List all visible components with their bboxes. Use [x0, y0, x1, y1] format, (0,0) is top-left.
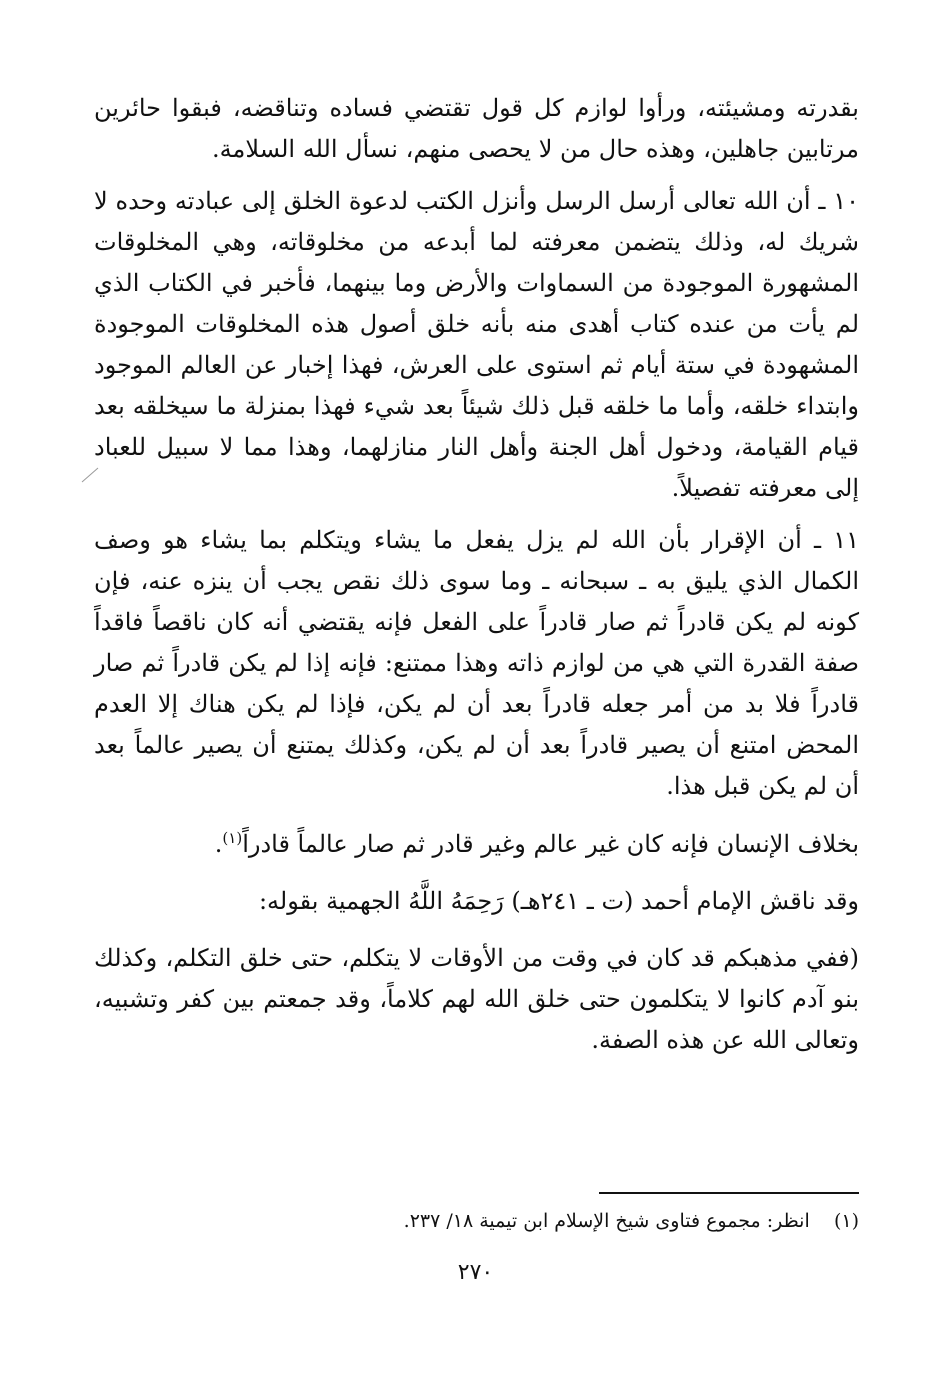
paragraph-point-11: ١١ ـ أن الإقرار بأن الله لم يزل يفعل ما يشاء ويتكلم بما يشاء هو وصف الكمال الذي يليق به ـ سبحانه ـ وما سوى ذلك نقص يجب أن ينزه عنه، فإن كونه لم يكن قادراً ثم صار قادراً على الفعل فإنه يقتضي أنه كان ناقصاً فاقداً صفة القدرة التي هي من لوازم ذاته وهذا ممتنع: فإنه إذا لم يكن قادراً ثم صار قادراً فلا بد من أمر جعله قادراً بعد أن لم يكن، فإذا لم يكن هناك إلا العدم المحض امتنع أن يصير قادراً بعد أن لم يكن، وكذلك يمتنع أن يصير عالماً بعد أن لم يكن قبل هذا.: [94, 526, 859, 800]
footnote-text: انظر: مجموع فتاوى شيخ الإسلام ابن تيمية ١٨/ ٢٣٧.: [403, 1210, 810, 1232]
footnote: [94, 1206, 859, 1236]
page-number: ٢٧٠: [457, 1260, 494, 1285]
page-body: [94, 88, 859, 1061]
footnote-marker: (١): [833, 1210, 859, 1232]
margin-pencil-mark: [80, 466, 100, 486]
footnote-spacer: [816, 1210, 828, 1232]
sentence-end-period: .: [214, 830, 223, 858]
paragraph-1: بقدرته ومشيئته، ورأوا لوازم كل قول تقتضي فساده وتناقضه، فبقوا حائرين مرتابين جاهلين، وهذه حال من لا يحصى منهم، نسأل الله السلامة.: [94, 94, 859, 163]
paragraph-imam-ahmad: وقد ناقش الإمام أحمد (ت ـ ٢٤١هـ) رَحِمَهُ اللَّهُ الجهمية بقوله:: [258, 887, 859, 915]
paragraph-human-contrast: [94, 818, 859, 865]
footnote-reference: (١): [222, 829, 243, 847]
footnote-divider: [599, 1192, 859, 1194]
paragraph-quote: (ففي مذهبكم قد كان في وقت من الأوقات لا يتكلم، حتى خلق التكلم، وكذلك بنو آدم كانوا لا يتكلمون حتى خلق الله لهم كلاماً، وقد جمعتم بين كفر وتشبيه، وتعالى الله عن هذه الصفة.: [94, 944, 859, 1054]
paragraph-point-10: ١٠ ـ أن الله تعالى أرسل الرسل وأنزل الكتب لدعوة الخلق إلى عبادته وحده لا شريك له، وذلك يتضمن معرفته لما أبدعه من مخلوقاته، وهي المخلوقات المشهورة الموجودة من السماوات والأرض وما بينهما، فأخبر في الكتاب الذي لم يأت من عنده كتاب أهدى منه بأنه خلق أصول هذه المخلوقات الموجودة المشهودة في ستة أيام ثم استوى على العرش، فهذا إخبار عن العالم الموجود وابتداء خلقه، وأما ما خلقه قبل ذلك شيئاً بعد شيء فهذا بمنزلة ما سيخلقه بعد قيام القيامة، ودخول أهل الجنة وأهل النار منازلهما، وهذا مما لا سبيل للعباد إلى معرفته تفصيلاً.: [94, 187, 859, 502]
paragraph-human-contrast-text: بخلاف الإنسان فإنه كان غير عالم وغير قادر ثم صار عالماً قادراً: [242, 830, 859, 858]
